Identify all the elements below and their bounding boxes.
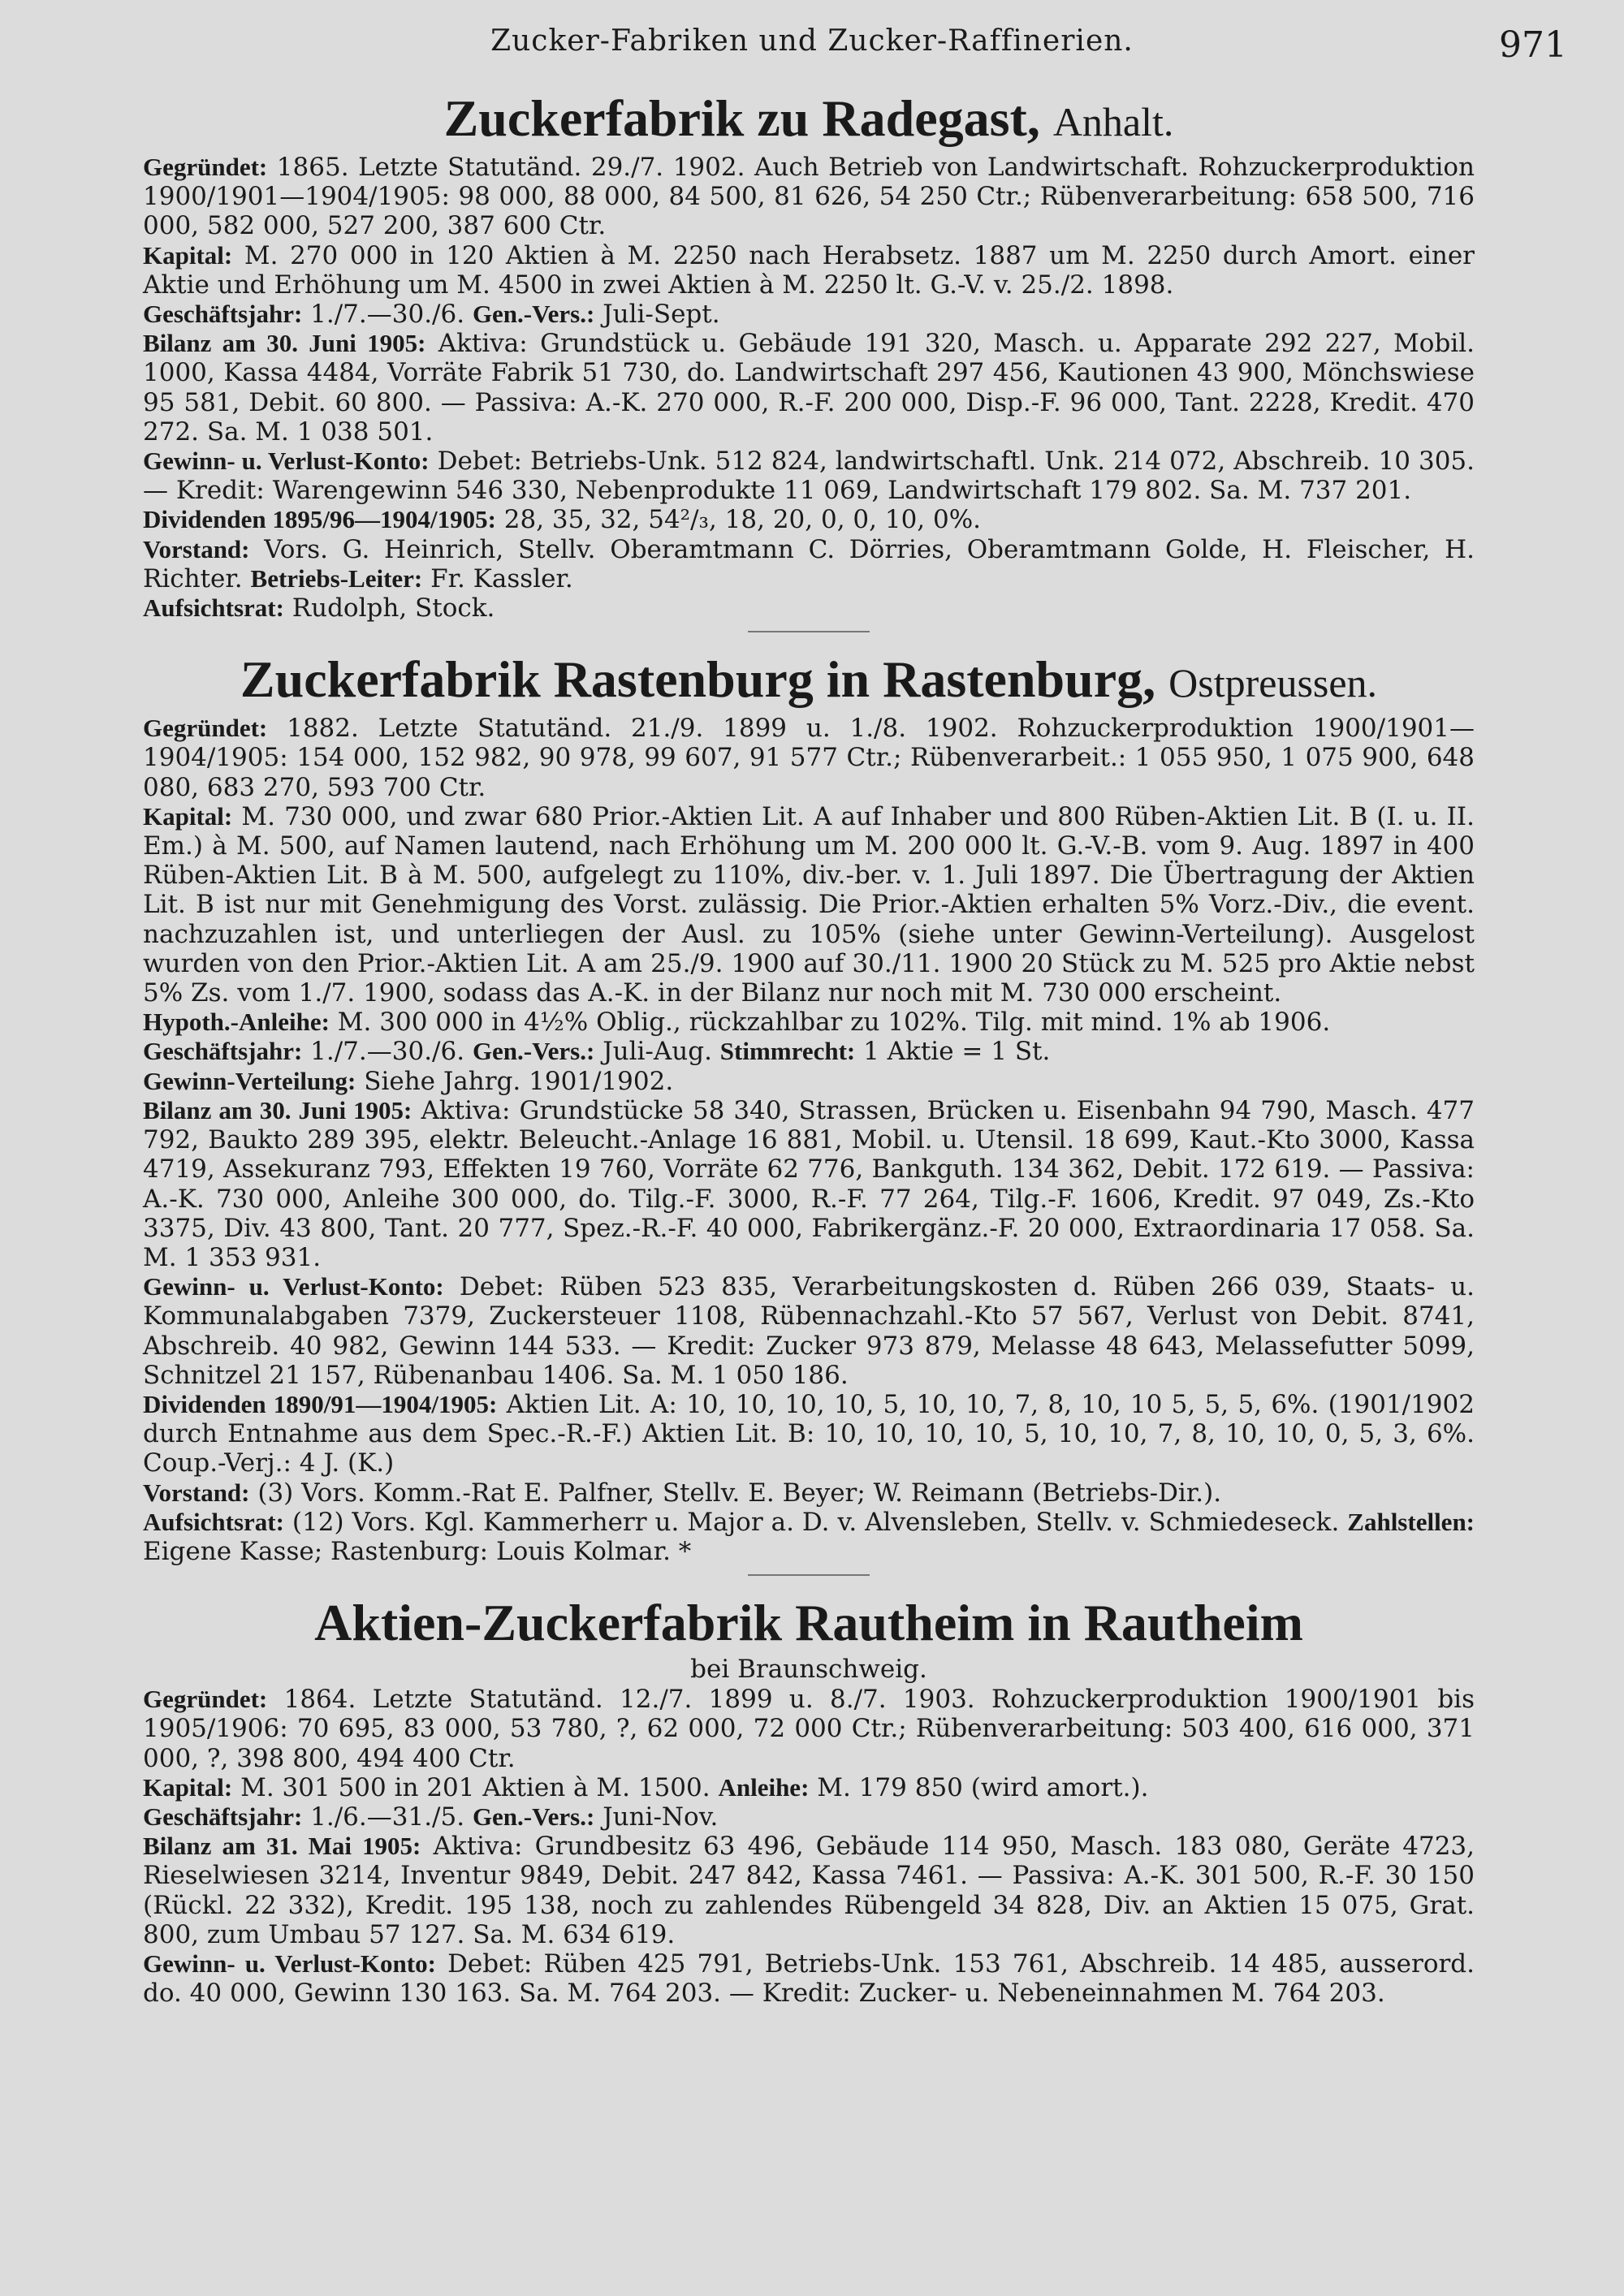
section-divider (748, 631, 870, 632)
entry-founded: Gegründet: 1882. Letzte Statutänd. 21./9. 1899 u. 1./8. 1902. Rohzuckerproduktion 1900/1901—1904/1905: 154 000, 152 982, 90 978, 99 607, 91 577 Ctr.; Rübenverarbeit.: 1 055 950, 1 075 900, 648 080, 683 270, 593 700 Ctr. (143, 714, 1475, 802)
entry-mortgage-loan: Hypoth.-Anleihe: M. 300 000 in 4½% Oblig., rückzahlbar zu 102%. Tilg. mit mind. 1% ab 1906. (143, 1008, 1331, 1038)
company-section (143, 1592, 1475, 2008)
entry-fiscal-year: Geschäftsjahr: 1./7.—30./6. Gen.-Vers.: Juli-Aug. Stimmrecht: 1 Aktie = 1 St. (143, 1037, 1051, 1067)
entry-fiscal-year: Geschäftsjahr: 1./7.—30./6. Gen.-Vers.: Juli-Sept. (143, 300, 720, 330)
company-section (143, 649, 1475, 1566)
page-number: 971 (1499, 24, 1567, 66)
entry-balance: Bilanz am 31. Mai 1905: Aktiva: Grundbesitz 63 496, Gebäude 114 950, Masch. 183 080, Geräte 4723, Rieselwiesen 3214, Inventur 9849, Debit. 247 842, Kassa 7461. — Passiva: A.-K. 301 500, R.-F. 30 150 (Rückl. 22 332), Kredit. 195 138, noch zu zahlendes Rübengeld 34 828, Div. an Aktien 15 075, Grat. 800, zum Umbau 57 127. Sa. M. 634 619. (143, 1832, 1475, 1949)
entry-board: Vorstand: (3) Vors. Komm.-Rat E. Palfner, Stellv. E. Beyer; W. Reimann (Betriebs-Dir.). (143, 1478, 1222, 1508)
entry-capital: Kapital: M. 730 000, und zwar 680 Prior.-Aktien Lit. A auf Inhaber und 800 Rüben-Aktien Lit. B (I. u. II. Em.) à M. 500, auf Namen lautend, nach Erhöhung um M. 200 000 lt. G.-V.-B. vom 9. Aug. 1897 in 400 Rüben-Aktien Lit. B à M. 500, aufgelegt zu 110%, div.-ber. v. 1. Juli 1897. Die Übertragung der Aktien Lit. B ist nur mit Genehmigung des Vorst. zulässig. Die Prior.-Aktien erhalten 5% Vorz.-Div., die event. nachzuzahlen ist, und unterliegen der Ausl. zu 105% (siehe unter Gewinn-Verteilung). Ausgelost wurden von den Prior.-Aktien Lit. A am 25./9. 1900 auf 30./11. 1900 20 Stück zu M. 525 pro Aktie nebst 5% Zs. vom 1./7. 1900, sodass das A.-K. in der Bilanz nur noch mit M. 730 000 erscheint. (143, 801, 1475, 1008)
entry-balance: Bilanz am 30. Juni 1905: Aktiva: Grundstücke 58 340, Strassen, Brücken u. Eisenbahn 94 790, Masch. 477 792, Baukto 289 395, elektr. Beleucht.-Anlage 16 881, Mobil. u. Utensil. 18 699, Kaut.-Kto 3000, Kassa 4719, Assekuranz 793, Effekten 19 760, Vorräte 62 776, Bankguth. 134 362, Debit. 172 619. — Passiva: A.-K. 730 000, Anleihe 300 000, do. Tilg.-F. 3000, R.-F. 77 264, Tilg.-F. 1606, Kredit. 97 049, Zs.-Kto 3375, Div. 43 800, Tant. 20 777, Spez.-R.-F. 40 000, Fabrikergänz.-F. 20 000, Extraordinaria 17 058. Sa. M. 1 353 931. (143, 1095, 1475, 1272)
entry-fiscal-year: Geschäftsjahr: 1./6.—31./5. Gen.-Vers.: Juni-Nov. (143, 1802, 719, 1832)
entry-founded: Gegründet: 1865. Letzte Statutänd. 29./7. 1902. Auch Betrieb von Landwirtschaft. Rohzuckerproduktion 1900/1901—1904/1905: 98 000, 88 000, 84 500, 81 626, 54 250 Ctr.; Rübenverarbeitung: 658 500, 716 000, 582 000, 527 200, 387 600 Ctr. (143, 153, 1475, 241)
company-title: Aktien-Zuckerfabrik Rautheim in Rautheim (314, 1594, 1303, 1652)
entry-founded: Gegründet: 1864. Letzte Statutänd. 12./7. 1899 u. 8./7. 1903. Rohzuckerproduktion 1900/1901 bis 1905/1906: 70 695, 83 000, 53 780, ?, 62 000, 72 000 Ctr.; Rübenverarbeitung: 503 400, 616 000, 371 000, ?, 398 800, 494 400 Ctr. (143, 1685, 1475, 1773)
company-title: Zuckerfabrik zu Radegast, Anhalt. (443, 89, 1174, 147)
entry-profit-loss: Gewinn- u. Verlust-Konto: Debet: Betriebs-Unk. 512 824, landwirtschaftl. Unk. 214 072, Abschreib. 10 305. — Kredit: Warengewinn 546 330, Nebenprodukte 11 069, Landwirtschaft 179 802. Sa. M. 737 201. (143, 447, 1475, 506)
entry-profit-loss: Gewinn- u. Verlust-Konto: Debet: Rüben 425 791, Betriebs-Unk. 153 761, Abschreib. 14 485, ausserord. do. 40 000, Gewinn 130 163. Sa. M. 764 203. — Kredit: Zucker- u. Nebeneinnahmen M. 764 203. (143, 1949, 1475, 2009)
company-subtitle: bei Braunschweig. (690, 1655, 927, 1685)
entry-capital: Kapital: M. 270 000 in 120 Aktien à M. 2250 nach Herabsetz. 1887 um M. 2250 durch Amort. einer Aktie und Erhöhung um M. 4500 in zwei Aktien à M. 2250 lt. G.-V. v. 25./2. 1898. (143, 240, 1475, 300)
page-content (143, 88, 1475, 2008)
entry-supervisory-board: Aufsichtsrat: Rudolph, Stock. (143, 593, 495, 624)
company-title: Zuckerfabrik Rastenburg in Rastenburg, Ostpreussen. (240, 650, 1378, 709)
entry-balance: Bilanz am 30. Juni 1905: Aktiva: Grundstück u. Gebäude 191 320, Masch. u. Apparate 292 227, Mobil. 1000, Kassa 4484, Vorräte Fabrik 51 730, do. Landwirtschaft 297 456, Kautionen 43 900, Mönchswiese 95 581, Debit. 60 800. — Passiva: A.-K. 270 000, R.-F. 200 000, Disp.-F. 96 000, Tant. 2228, Kredit. 470 272. Sa. M. 1 038 501. (143, 329, 1475, 447)
entry-profit-loss: Gewinn- u. Verlust-Konto: Debet: Rüben 523 835, Verarbeitungskosten d. Rüben 266 039, Staats- u. Kommunalabgaben 7379, Zuckersteuer 1108, Rübennachzahl.-Kto 57 567, Verlust von Debit. 8741, Abschreib. 40 982, Gewinn 144 533. — Kredit: Zucker 973 879, Melasse 48 643, Melassefutter 5099, Schnitzel 21 157, Rübenanbau 1406. Sa. M. 1 050 186. (143, 1272, 1475, 1390)
company-section (143, 88, 1475, 623)
running-header: Zucker-Fabriken und Zucker-Raffinerien. (490, 24, 1134, 58)
entry-profit-distribution: Gewinn-Verteilung: Siehe Jahrg. 1901/1902. (143, 1066, 674, 1096)
entry-board: Vorstand: Vors. G. Heinrich, Stellv. Oberamtmann C. Dörries, Oberamtmann Golde, H. Fleischer, H. Richter. Betriebs-Leiter: Fr. Kassler. (143, 534, 1475, 593)
entry-capital: Kapital: M. 301 500 in 201 Aktien à M. 1500. Anleihe: M. 179 850 (wird amort.). (143, 1772, 1149, 1802)
section-divider (748, 1574, 870, 1576)
entry-dividends: Dividenden 1890/91—1904/1905: Aktien Lit. A: 10, 10, 10, 10, 5, 10, 10, 7, 8, 10, 10 5, 5, 5, 6%. (1901/1902 durch Entnahme aus dem Spec.-R.-F.) Aktien Lit. B: 10, 10, 10, 10, 5, 10, 10, 7, 8, 10, 10, 0, 5, 3, 6%. Coup.-Verj.: 4 J. (K.) (143, 1389, 1475, 1478)
entry-dividends: Dividenden 1895/96—1904/1905: 28, 35, 32, 54²/₃, 18, 20, 0, 0, 10, 0%. (143, 505, 982, 535)
entry-supervisory-board: Aufsichtsrat: (12) Vors. Kgl. Kammerherr u. Major a. D. v. Alvensleben, Stellv. v. Schmiedeseck. Zahlstellen: Eigene Kasse; Rastenburg: Louis Kolmar. * (143, 1507, 1475, 1566)
